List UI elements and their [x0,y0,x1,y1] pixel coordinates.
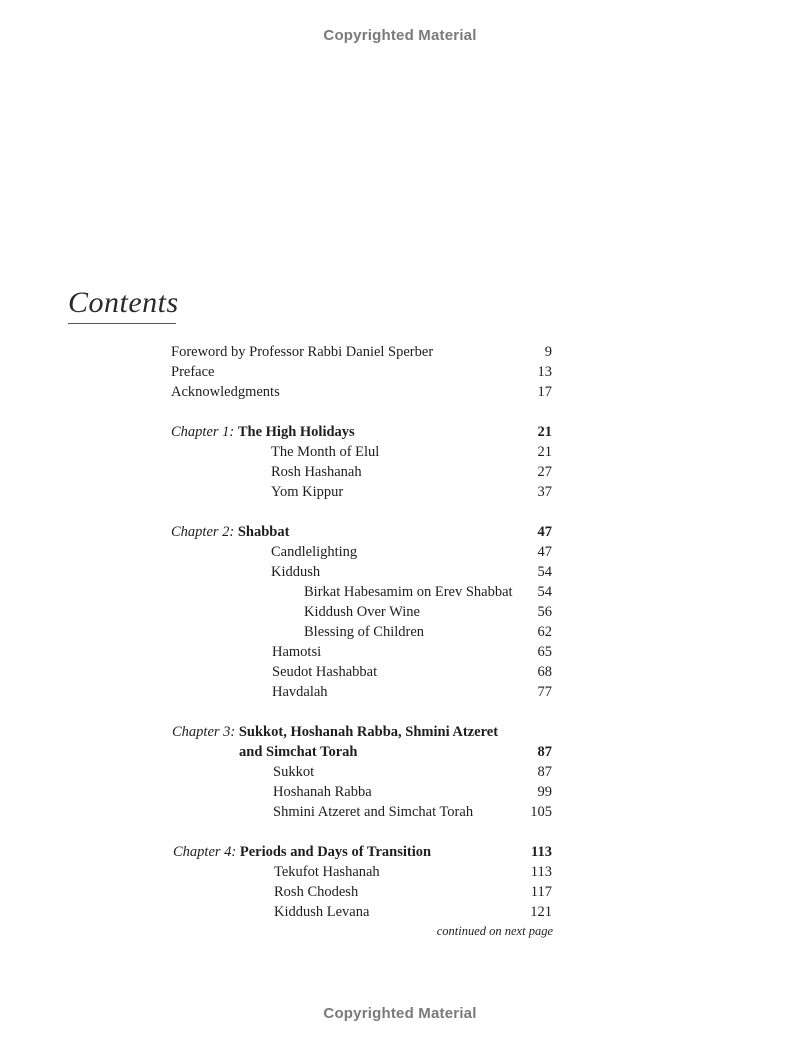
chapter-title: The High Holidays [237,424,355,440]
toc-entry: Hoshanah Rabba [273,784,372,800]
toc-entry-preface [171,362,214,382]
toc-subentry: Birkat Habesamim on Erev Shabbat [304,584,513,600]
chapter-title: Shabbat [237,524,290,540]
contents-title: Contents [68,286,179,319]
chapter-heading-3 [172,722,498,742]
copyright-watermark-bottom: Copyrighted Material [323,1005,477,1022]
toc-entry: Seudot Hashabbat [272,664,378,680]
toc-entry-foreword [171,342,433,362]
toc-entry-page: 56 [537,604,552,620]
chapter-heading-2 [171,522,289,542]
chapter-page: 87 [537,744,552,760]
toc-entry-acknowledgments [171,382,280,402]
toc-entry-page: 21 [537,444,552,460]
chapter-page: 21 [537,424,552,440]
toc-entry-text: Acknowledgments [171,384,280,400]
toc-subentry: Blessing of Children [304,624,425,640]
toc-subentry: Kiddush Over Wine [304,604,420,620]
toc-entry: Yom Kippur [271,484,344,500]
chapter-label: Chapter 1: [171,424,235,440]
toc-entry-page: 9 [544,344,552,360]
toc-entry-page: 17 [537,384,552,400]
continued-note: continued on next page [436,924,553,938]
toc-entry: Kiddush [271,564,321,580]
toc-entry-page: 47 [537,544,552,560]
toc-entry-page: 99 [537,784,552,800]
chapter-heading-1 [171,422,355,442]
toc-entry-page: 105 [530,804,552,820]
toc-entry-page: 27 [537,464,552,480]
chapter-title: Periods and Days of Transition [239,844,432,860]
toc-entry: The Month of Elul [271,444,380,460]
chapter-label: Chapter 3: [172,724,236,740]
title-underline [68,323,176,324]
toc-entry: Rosh Hashanah [271,464,362,480]
toc-entry-page: 54 [537,564,552,580]
toc-entry-page: 68 [537,664,552,680]
chapter-page: 113 [531,844,552,860]
toc-entry-page: 54 [537,584,552,600]
toc-entry-text: Preface [171,364,215,380]
copyright-watermark-top: Copyrighted Material [323,27,477,44]
toc-entry-text: Foreword by Professor Rabbi Daniel Sperber [171,344,434,360]
toc-entry-page: 87 [537,764,552,780]
toc-entry-page: 37 [537,484,552,500]
toc-entry-page: 62 [537,624,552,640]
toc-entry: Rosh Chodesh [274,884,359,900]
toc-entry: Kiddush Levana [274,904,370,920]
toc-entry-page: 77 [537,684,552,700]
toc-entry-page: 113 [530,864,552,880]
toc-entry: Shmini Atzeret and Simchat Torah [273,804,474,820]
chapter-title: Sukkot, Hoshanah Rabba, Shmini Atzeret [238,724,499,740]
chapter-label: Chapter 4: [173,844,237,860]
chapter-title-continued: and Simchat Torah [239,744,358,760]
toc-entry-page: 65 [537,644,552,660]
chapter-heading-4 [173,842,431,862]
toc-entry: Havdalah [272,684,328,700]
chapter-page: 47 [537,524,552,540]
chapter-label: Chapter 2: [171,524,235,540]
toc-entry: Tekufot Hashanah [274,864,380,880]
toc-entry: Sukkot [273,764,315,780]
toc-entry-page: 121 [530,904,552,920]
toc-entry: Hamotsi [272,644,322,660]
toc-entry-page: 13 [537,364,552,380]
toc-entry: Candlelighting [271,544,358,560]
toc-entry-page: 117 [530,884,552,900]
